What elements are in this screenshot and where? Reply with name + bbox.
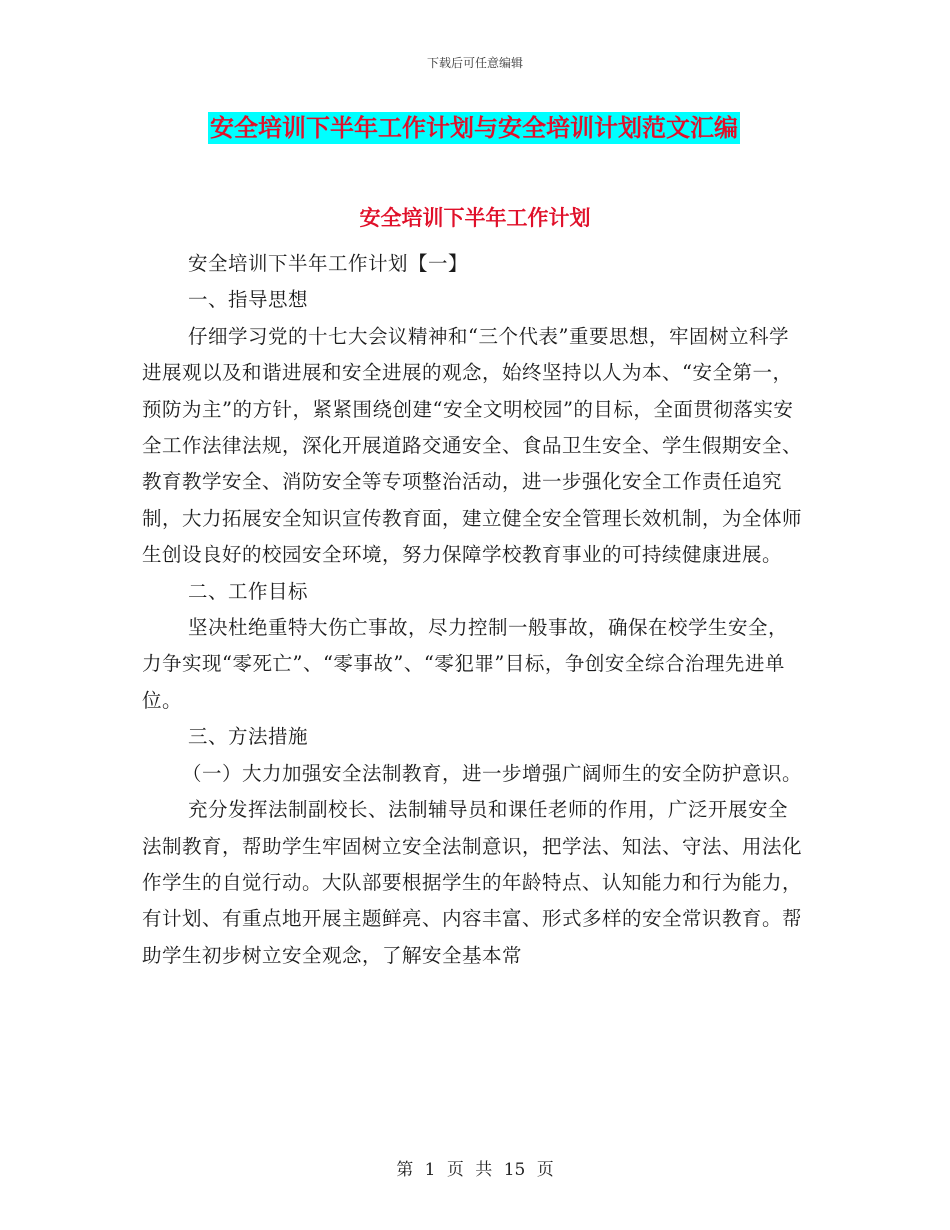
paragraph-legal-education: 充分发挥法制副校长、法制辅导员和课任老师的作用，广泛开展安全法制教育，帮助学生牢固树立安全法制意识，把学法、知法、守法、用法化作学生的自觉行动。大队部要根据学生的年龄特点、认知能力和行为能力，有计划、有重点地开展主题鲜亮、内容丰富、形式多样的安全常识教育。帮助学生初步树立安全观念，了解安全基本常 [142,798,803,967]
page-footer: 第 1 页 共 15 页 [396,1160,554,1180]
subheading-plan-one: 安全培训下半年工作计划【一】 [188,252,469,275]
document-body [142,246,802,974]
heading-guiding-ideology: 一、指导思想 [188,288,309,312]
paragraph-work-goals: 坚决杜绝重特大伤亡事故，尽力控制一般事故，确保在校学生安全，力争实现“零死亡”、“零事故”、“零犯罪”目标，争创安全综合治理先进单位。 [142,616,789,712]
heading-methods: 三、方法措施 [188,725,309,749]
document-title: 安全培训下半年工作计划与安全培训计划范文汇编 [210,114,738,142]
heading-work-goals: 二、工作目标 [188,579,309,603]
header-note: 下载后可任意编辑 [426,56,523,70]
section-title: 安全培训下半年工作计划 [359,206,591,230]
paragraph-guiding-ideology: 仔细学习党的十七大会议精神和“三个代表”重要思想，牢固树立科学进展观以及和谐进展和安全进展的观念，始终坚持以人为本、“安全第一，预防为主”的方针，紧紧围绕创建“安全文明校园”的目标，全面贯彻落实安全工作法律法规，深化开展道路交通安全、食品卫生安全、学生假期安全、教育教学安全、消防安全等专项整治活动，进一步强化安全工作责任追究制，大力拓展安全知识宣传教育面，建立健全安全管理长效机制，为全体师生创设良好的校园安全环境，努力保障学校教育事业的可持续健康进展。 [142,324,803,567]
subheading-legal-education: （一）大力加强安全法制教育，进一步增强广阔师生的安全防护意识。 [182,761,803,785]
